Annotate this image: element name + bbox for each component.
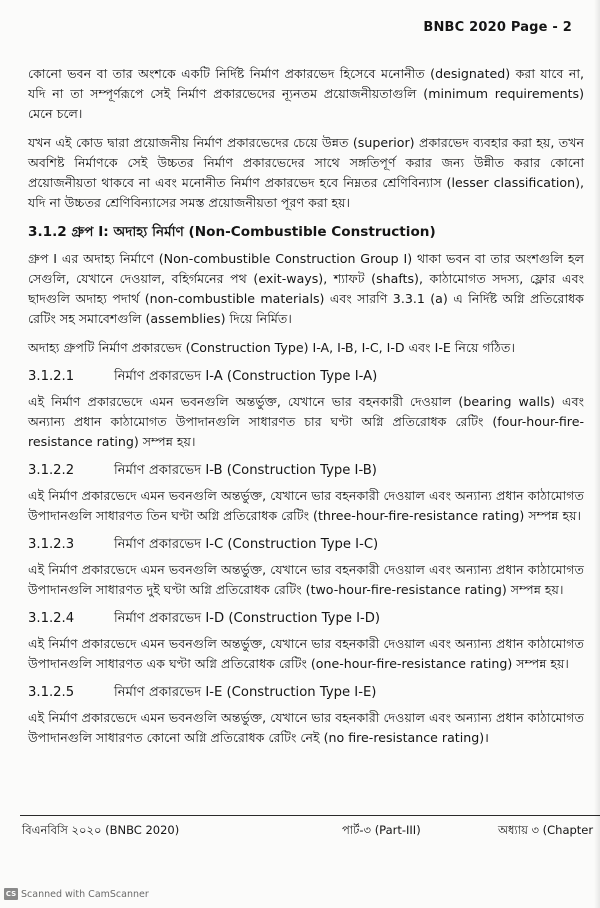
subsection-title: নির্মাণ প্রকারভেদ I-A (Construction Type I-A) <box>114 369 378 384</box>
subsection-paragraph: এই নির্মাণ প্রকারভেদে এমন ভবনগুলি অন্তর্ভুক্ত, যেখানে ভার বহনকারী দেওয়াল (bearing walls) এবং অন্যান্য প্রধান কাঠামোগত উপাদানগুলি সাধারণত চার ঘণ্টা অগ্নি প্রতিরোধক রেটিং (four-hour-fire-resistance rating) সম্পন্ন হয়। <box>28 394 584 449</box>
section-paragraph-1: গ্রুপ I এর অদাহ্য নির্মাণে (Non-combustible Construction Group I) থাকা ভবন বা তার অংশগুলি হল সেগুলি, যেখানে দেওয়াল, বহির্গমনের পথ (exit-ways), শ্যাফট (shafts), কাঠামোগত সদস্য, ফ্লোর এবং ছাদগুলি অদাহ্য পদার্থ (non-combustible materials) এবং সারণি 3.3.1 (a) এ নির্দিষ্ট অগ্নি প্রতিরোধক রেটিং সহ সমাবেশগুলি (assemblies) দিয়ে নির্মিত। <box>28 251 584 326</box>
subsection-heading <box>28 683 584 703</box>
intro-paragraph-1: কোনো ভবন বা তার অংশকে একটি নির্দিষ্ট নির্মাণ প্রকারভেদ হিসেবে মনোনীত (designated) করা যাবে না, যদি না তা সম্পূর্ণরূপে সেই নির্মাণ প্রকারভেদের ন্যূনতম প্রয়োজনীয়তাগুলি (minimum requirements) মেনে চলে। <box>28 66 584 121</box>
page-footer <box>20 822 600 840</box>
subsection-paragraph: এই নির্মাণ প্রকারভেদে এমন ভবনগুলি অন্তর্ভুক্ত, যেখানে ভার বহনকারী দেওয়াল এবং অন্যান্য প্রধান কাঠামোগত উপাদানগুলি সাধারণত দুই ঘণ্টা অগ্নি প্রতিরোধক রেটিং (two-hour-fire-resistance rating) সম্পন্ন হয়। <box>28 562 584 597</box>
page-edge-shadow <box>594 0 600 908</box>
scanner-watermark <box>4 888 149 900</box>
subsection-heading <box>28 461 584 481</box>
camscanner-icon: CS <box>5 890 17 898</box>
footer-divider <box>20 815 600 816</box>
subsection-paragraph: এই নির্মাণ প্রকারভেদে এমন ভবনগুলি অন্তর্ভুক্ত, যেখানে ভার বহনকারী দেওয়াল এবং অন্যান্য প্রধান কাঠামোগত উপাদানগুলি সাধারণত কোনো অগ্নি প্রতিরোধক রেটিং নেই (no fire-resistance rating)। <box>28 710 584 745</box>
subsection-heading <box>28 609 584 629</box>
subsection-title: নির্মাণ প্রকারভেদ I-B (Construction Type I-B) <box>114 463 377 478</box>
page-header: BNBC 2020 Page - 2 <box>423 20 572 35</box>
subsection-paragraph: এই নির্মাণ প্রকারভেদে এমন ভবনগুলি অন্তর্ভুক্ত, যেখানে ভার বহনকারী দেওয়াল এবং অন্যান্য প্রধান কাঠামোগত উপাদানগুলি সাধারণত তিন ঘণ্টা অগ্নি প্রতিরোধক রেটিং (three-hour-fire-resistance rating) সম্পন্ন হয়। <box>28 488 584 523</box>
subsection-paragraph: এই নির্মাণ প্রকারভেদে এমন ভবনগুলি অন্তর্ভুক্ত, যেখানে ভার বহনকারী দেওয়াল এবং অন্যান্য প্রধান কাঠামোগত উপাদানগুলি সাধারণত এক ঘণ্টা অগ্নি প্রতিরোধক রেটিং (one-hour-fire-resistance rating) সম্পন্ন হয়। <box>28 636 584 671</box>
subsection-number: 3.1.2.4 <box>28 611 75 626</box>
section-paragraph-2: অদাহ্য গ্রুপটি নির্মাণ প্রকারভেদ (Construction Type) I-A, I-B, I-C, I-D এবং I-E নিয়ে গঠিত। <box>28 340 515 355</box>
subsection-number: 3.1.2.3 <box>28 537 75 552</box>
intro-paragraph-2: যখন এই কোড দ্বারা প্রয়োজনীয় নির্মাণ প্রকারভেদের চেয়ে উন্নত (superior) প্রকারভেদ ব্যবহার করা হয়, তখন অবশিষ্ট নির্মাণকে সেই উচ্চতর নির্মাণ প্রকারভেদের সাথে সঙ্গতিপূর্ণ করার জন্য উন্নীত করার কোনো প্রয়োজনীয়তা থাকবে না এবং মনোনীত নির্মাণ প্রকারভেদ হবে নিম্নতর শ্রেণিবিন্যাস (lesser classification), যদি না উচ্চতর শ্রেণিবিন্যাসের সমস্ত প্রয়োজনীয়তা পূরণ করা হয়। <box>28 135 584 210</box>
footer-code-name: বিএনবিসি ২০২০ (BNBC 2020) <box>22 823 180 837</box>
subsection-number: 3.1.2.1 <box>28 369 75 384</box>
subsection-number: 3.1.2.2 <box>28 463 75 478</box>
section-heading-3-1-2: 3.1.2 গ্রুপ I: অদাহ্য নির্মাণ (Non-Combustible Construction) <box>28 224 436 240</box>
subsection-title: নির্মাণ প্রকারভেদ I-D (Construction Type I-D) <box>114 611 381 626</box>
document-body <box>28 64 584 757</box>
subsection-heading <box>28 367 584 387</box>
scanner-label: Scanned with CamScanner <box>21 888 149 900</box>
subsection-title: নির্মাণ প্রকারভেদ I-C (Construction Type I-C) <box>114 537 379 552</box>
subsection-title: নির্মাণ প্রকারভেদ I-E (Construction Type I-E) <box>114 685 377 700</box>
subsection-number: 3.1.2.5 <box>28 685 75 700</box>
footer-part: পার্ট-৩ (Part-III) <box>342 823 421 837</box>
subsection-heading <box>28 535 584 555</box>
footer-chapter: অধ্যায় ৩ (Chapter <box>498 823 594 837</box>
